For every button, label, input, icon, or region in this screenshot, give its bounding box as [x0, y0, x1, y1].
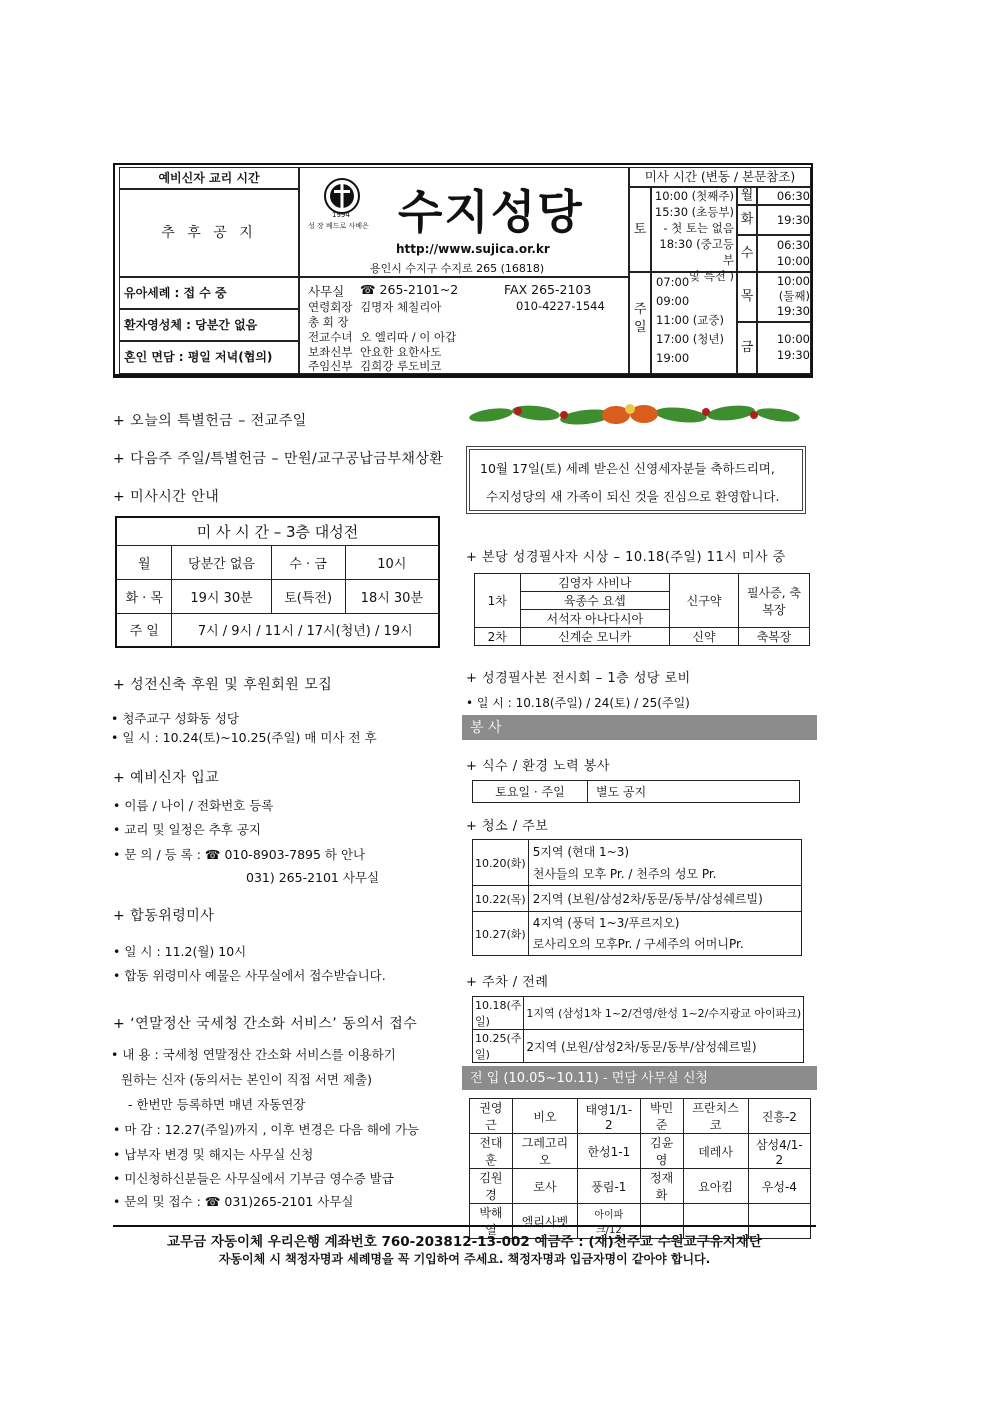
weekday-mon-time: 06:30 [757, 187, 811, 205]
building-line: • 청주교구 성화동 성당 [111, 711, 239, 726]
catechumen-notice-cell [119, 189, 299, 277]
table-cell: 10.25(주일) [473, 1030, 524, 1063]
marriage-interview-cell [119, 341, 299, 374]
infant-baptism: 유아세례 : 접 수 중 [124, 286, 227, 300]
table-cell: 별도 공지 [588, 781, 800, 803]
table-cell: 박민준 [640, 1099, 683, 1134]
table-cell: 화 · 목 [116, 579, 172, 613]
table-cell: 신계순 모니카 [520, 628, 669, 646]
table-cell: 박해열 [470, 1204, 513, 1239]
parking-title: + 주차 / 전례 [466, 975, 549, 990]
weekday-wed-time: 06:30 10:00 [757, 235, 811, 272]
sat-time: - 첫 토는 없음 [663, 221, 734, 235]
sun-time: 09:00 [656, 294, 690, 308]
table-cell: 권영근 [470, 1099, 513, 1134]
bulletin-header [113, 163, 813, 378]
sat-time: 15:30 (초등부) [654, 205, 734, 219]
catechumen-title: 예비신자 교리 시간 [158, 171, 260, 185]
staff-cell [299, 277, 629, 374]
congrats-line: 수지성당의 새 가족이 되신 것을 진심으로 환영합니다. [486, 489, 780, 504]
catechumen-line: • 교리 및 일정은 추후 공지 [113, 822, 261, 837]
table-cell: 전대훈 [470, 1134, 513, 1169]
table-cell: 2차 [475, 628, 521, 646]
sat-time: 18:30 (중고등부 [659, 237, 734, 267]
table-cell: 육종수 요셉 [520, 592, 669, 610]
table-cell: 필사증, 축복장 [738, 574, 809, 628]
garland-icon [466, 395, 806, 435]
parking-table [472, 996, 804, 1063]
memorial-line: • 일 시 : 11.2(월) 10시 [113, 944, 247, 959]
sat-label-cell [629, 187, 651, 272]
sun-label: 주일 [634, 302, 647, 335]
sun-times-cell [651, 272, 737, 374]
meal-title: + 식수 / 환경 노력 봉사 [466, 759, 610, 774]
sat-time: 및 특전 ) [688, 269, 734, 283]
transfer-bar: 전 입 (10.05~10.11) - 면담 사무실 신청 [462, 1066, 817, 1090]
catechumen-title-cell [119, 167, 299, 189]
weekday-tue-time: 19:30 [757, 205, 811, 235]
mass-time-table [115, 516, 440, 648]
pastor-name: 김희강 루도비코 [360, 359, 442, 373]
congrats-line: 10월 17일(토) 세례 받은신 신영세자분들 축하드리며, [480, 461, 775, 476]
table-cell: 7시 / 9시 / 11시 / 17시(청년) / 19시 [172, 613, 439, 647]
pastor-label: 주임신부 [308, 359, 353, 373]
office-label: 사무실 [308, 284, 345, 299]
sister-name: 오 엘리따 / 이 아갑 [360, 330, 457, 344]
building-line: • 일 시 : 10.24(토)~10.25(주일) 매 미사 전 후 [111, 730, 377, 745]
weekday-fri: 금 [737, 322, 757, 374]
table-cell: 진흥-2 [748, 1099, 810, 1134]
table-cell: 김윤영 [640, 1134, 683, 1169]
table-cell: 신구약 [670, 574, 739, 628]
sun-time: 07:00 [656, 275, 690, 289]
logo-year: 1994 [332, 211, 350, 219]
table-cell: 풍림-1 [578, 1169, 641, 1204]
mass-title: 미사 시간 (변동 / 본문참조) [644, 169, 796, 184]
table-cell: 로사 [512, 1169, 577, 1204]
table-cell: 월 [116, 545, 172, 579]
exhibit-title: + 성경필사본 전시회 – 1층 성당 로비 [466, 671, 691, 686]
special-offering: + 오늘의 특별헌금 – 전교주일 [113, 413, 307, 429]
clean-title: + 청소 / 주보 [466, 819, 549, 834]
table-cell: 수 · 금 [271, 545, 345, 579]
sick-communion-cell [119, 309, 299, 341]
table-cell: 토(특전) [271, 579, 345, 613]
table-cell: 우성-4 [748, 1169, 810, 1204]
table-cell: 김원경 [470, 1169, 513, 1204]
clean-table [472, 839, 802, 956]
table-cell: 10.22(목) [473, 886, 529, 912]
footer-divider [113, 1225, 816, 1227]
next-sunday: + 다음주 주일/특별헌금 – 만원/교구공납금부채상환 [113, 451, 444, 467]
table-cell: 정재화 [640, 1169, 683, 1204]
sun-time: 17:00 (청년) [656, 332, 724, 346]
catechumen-line: 031) 265-2101 사무실 [246, 870, 380, 885]
office-phone: ☎ 265-2101~2 [360, 282, 459, 297]
tax-line: • 문의 및 접수 : ☎ 031)265-2101 사무실 [113, 1194, 354, 1209]
tax-line: 원하는 신자 (동의서는 본인이 직접 서면 제출) [121, 1072, 372, 1087]
council-phone: 010-4227-1544 [516, 299, 605, 313]
council-label: 연령회장 [308, 300, 353, 314]
church-title-cell [299, 167, 629, 277]
sun-time: 19:00 [656, 351, 690, 365]
table-cell: 18시 30분 [345, 579, 439, 613]
fax-number: FAX 265-2103 [504, 282, 592, 297]
sun-label-cell [629, 272, 651, 374]
sat-time: 10:00 (첫째주) [654, 189, 734, 203]
table-cell: 프란치스코 [683, 1099, 748, 1134]
table-cell: 데레사 [683, 1134, 748, 1169]
tax-line: • 납부자 변경 및 해지는 사무실 신청 [113, 1147, 314, 1162]
assistant-name: 안요한 요한사도 [360, 345, 442, 359]
sick-communion: 환자영성체 : 당분간 없음 [124, 318, 258, 332]
memorial-line: • 합동 위령미사 예물은 사무실에서 접수받습니다. [113, 968, 386, 983]
mass-guide-title: + 미사시간 안내 [113, 489, 220, 505]
footer-note: 자동이체 시 책정자명과 세례명을 꼭 기입하여 주세요. 책정자명과 입금자명이 같아야 합니다. [218, 1252, 711, 1266]
catechumen-section-title: + 예비신자 입교 [113, 770, 220, 786]
infant-baptism-cell [119, 277, 299, 309]
church-url[interactable]: http://www.sujica.or.kr [396, 242, 550, 256]
president-label: 총 회 장 [308, 315, 349, 329]
table-cell: 토요일 · 주일 [473, 781, 588, 803]
tax-line: - 한번만 등록하면 매년 자동연장 [128, 1097, 306, 1112]
mass-table-title: 미 사 시 간 – 3층 대성전 [116, 517, 439, 545]
footer-account: 교무금 자동이체 우리은행 계좌번호 760-203812-13-002 예금주 : (재)천주교 수원교구유지재단 [167, 1234, 762, 1250]
church-address: 용인시 수지구 수지로 265 (16818) [370, 262, 545, 275]
table-cell: 축복장 [738, 628, 809, 646]
table-cell: 10.20(화) [473, 840, 529, 886]
table-cell: 서석자 아나다시아 [520, 610, 669, 628]
table-cell: 비오 [512, 1099, 577, 1134]
table-cell: 10.27(화) [473, 912, 529, 956]
weekday-tue: 화 [737, 205, 757, 235]
bible-title: + 본당 성경필사자 시상 – 10.18(주일) 11시 미사 중 [466, 550, 786, 565]
tax-line: • 마 감 : 12.27(주일)까지 , 이후 변경은 다음 해에 가능 [113, 1122, 420, 1137]
catechumen-notice: 추 후 공 지 [161, 225, 257, 241]
sun-time: 11:00 (교중) [656, 313, 724, 327]
logo-motto: 성 장 베드로 사베은 [308, 222, 369, 230]
weekday-mon: 월 [737, 187, 757, 205]
table-cell: 2지역 (보원/삼성2차/동문/동부/삼성쉐르빌) [528, 886, 801, 912]
mass-title-cell [629, 167, 811, 187]
table-cell: 아이파크/12 [578, 1204, 641, 1239]
congrats-box [466, 446, 806, 514]
memorial-title: + 합동위령미사 [113, 908, 215, 924]
weekday-fri-time: 10:00 19:30 [757, 322, 811, 374]
tax-line: • 내 용 : 국세청 연말정산 간소화 서비스를 이용하기 [111, 1047, 396, 1062]
tax-line: • 미신청하신분들은 사무실에서 기부금 영수증 발급 [113, 1171, 394, 1186]
table-cell: 19시 30분 [172, 579, 271, 613]
table-cell: 2지역 (보원/삼성2차/동문/동부/삼성쉐르빌) [524, 1030, 804, 1063]
table-cell: 1지역 (삼성1차 1~2/건영/한성 1~2/수지광교 아이파크) [524, 997, 804, 1030]
table-cell: 김영자 사비나 [520, 574, 669, 592]
building-title: + 성전신축 후원 및 후원회원 모집 [113, 677, 333, 693]
table-cell: 10시 [345, 545, 439, 579]
table-cell: 1차 [475, 574, 521, 628]
assistant-label: 보좌신부 [308, 345, 353, 359]
table-cell: 그레고리오 [512, 1134, 577, 1169]
table-cell: 태영1/1-2 [578, 1099, 641, 1134]
catechumen-line: • 이름 / 나이 / 전화번호 등록 [113, 798, 274, 813]
meal-table [472, 780, 800, 803]
table-cell: 주 일 [116, 613, 172, 647]
church-name: 수지성당 [398, 185, 584, 239]
table-cell: 4지역 (풍덕 1~3/푸르지오) 로사리오의 모후Pr. / 구세주의 어머니Pr. [528, 912, 801, 956]
catechumen-line: • 문 의 / 등 록 : ☎ 010-8903-7895 하 안나 [113, 847, 366, 862]
exhibit-line: • 일 시 : 10.18(주일) / 24(토) / 25(주일) [466, 696, 690, 710]
council-name: 김명자 체칠리아 [360, 300, 442, 314]
sister-label: 전교수녀 [308, 330, 353, 344]
table-cell: 5지역 (현대 1~3) 천사들의 모후 Pr. / 천주의 성모 Pr. [528, 840, 801, 886]
marriage-interview: 혼인 면담 : 평일 저녁(협의) [124, 350, 273, 364]
weekday-thu: 목 [737, 272, 757, 322]
table-cell: 엘리사벳 [512, 1204, 577, 1239]
table-cell: 신약 [670, 628, 739, 646]
tax-title: + ‘연말정산 국세청 간소화 서비스’ 동의서 접수 [113, 1016, 418, 1032]
service-bar: 봉 사 [462, 715, 817, 740]
table-cell: 삼성4/1-2 [748, 1134, 810, 1169]
table-cell: 요아킴 [683, 1169, 748, 1204]
table-cell: 한성1-1 [578, 1134, 641, 1169]
bible-award-table [474, 573, 810, 646]
transfer-table [469, 1098, 811, 1239]
table-cell: 당분간 없음 [172, 545, 271, 579]
sat-label: 토 [633, 222, 647, 237]
weekday-thu-time: 10:00 (둘째) 19:30 [757, 272, 811, 322]
weekday-wed: 수 [737, 235, 757, 272]
table-cell: 10.18(주일) [473, 997, 524, 1030]
